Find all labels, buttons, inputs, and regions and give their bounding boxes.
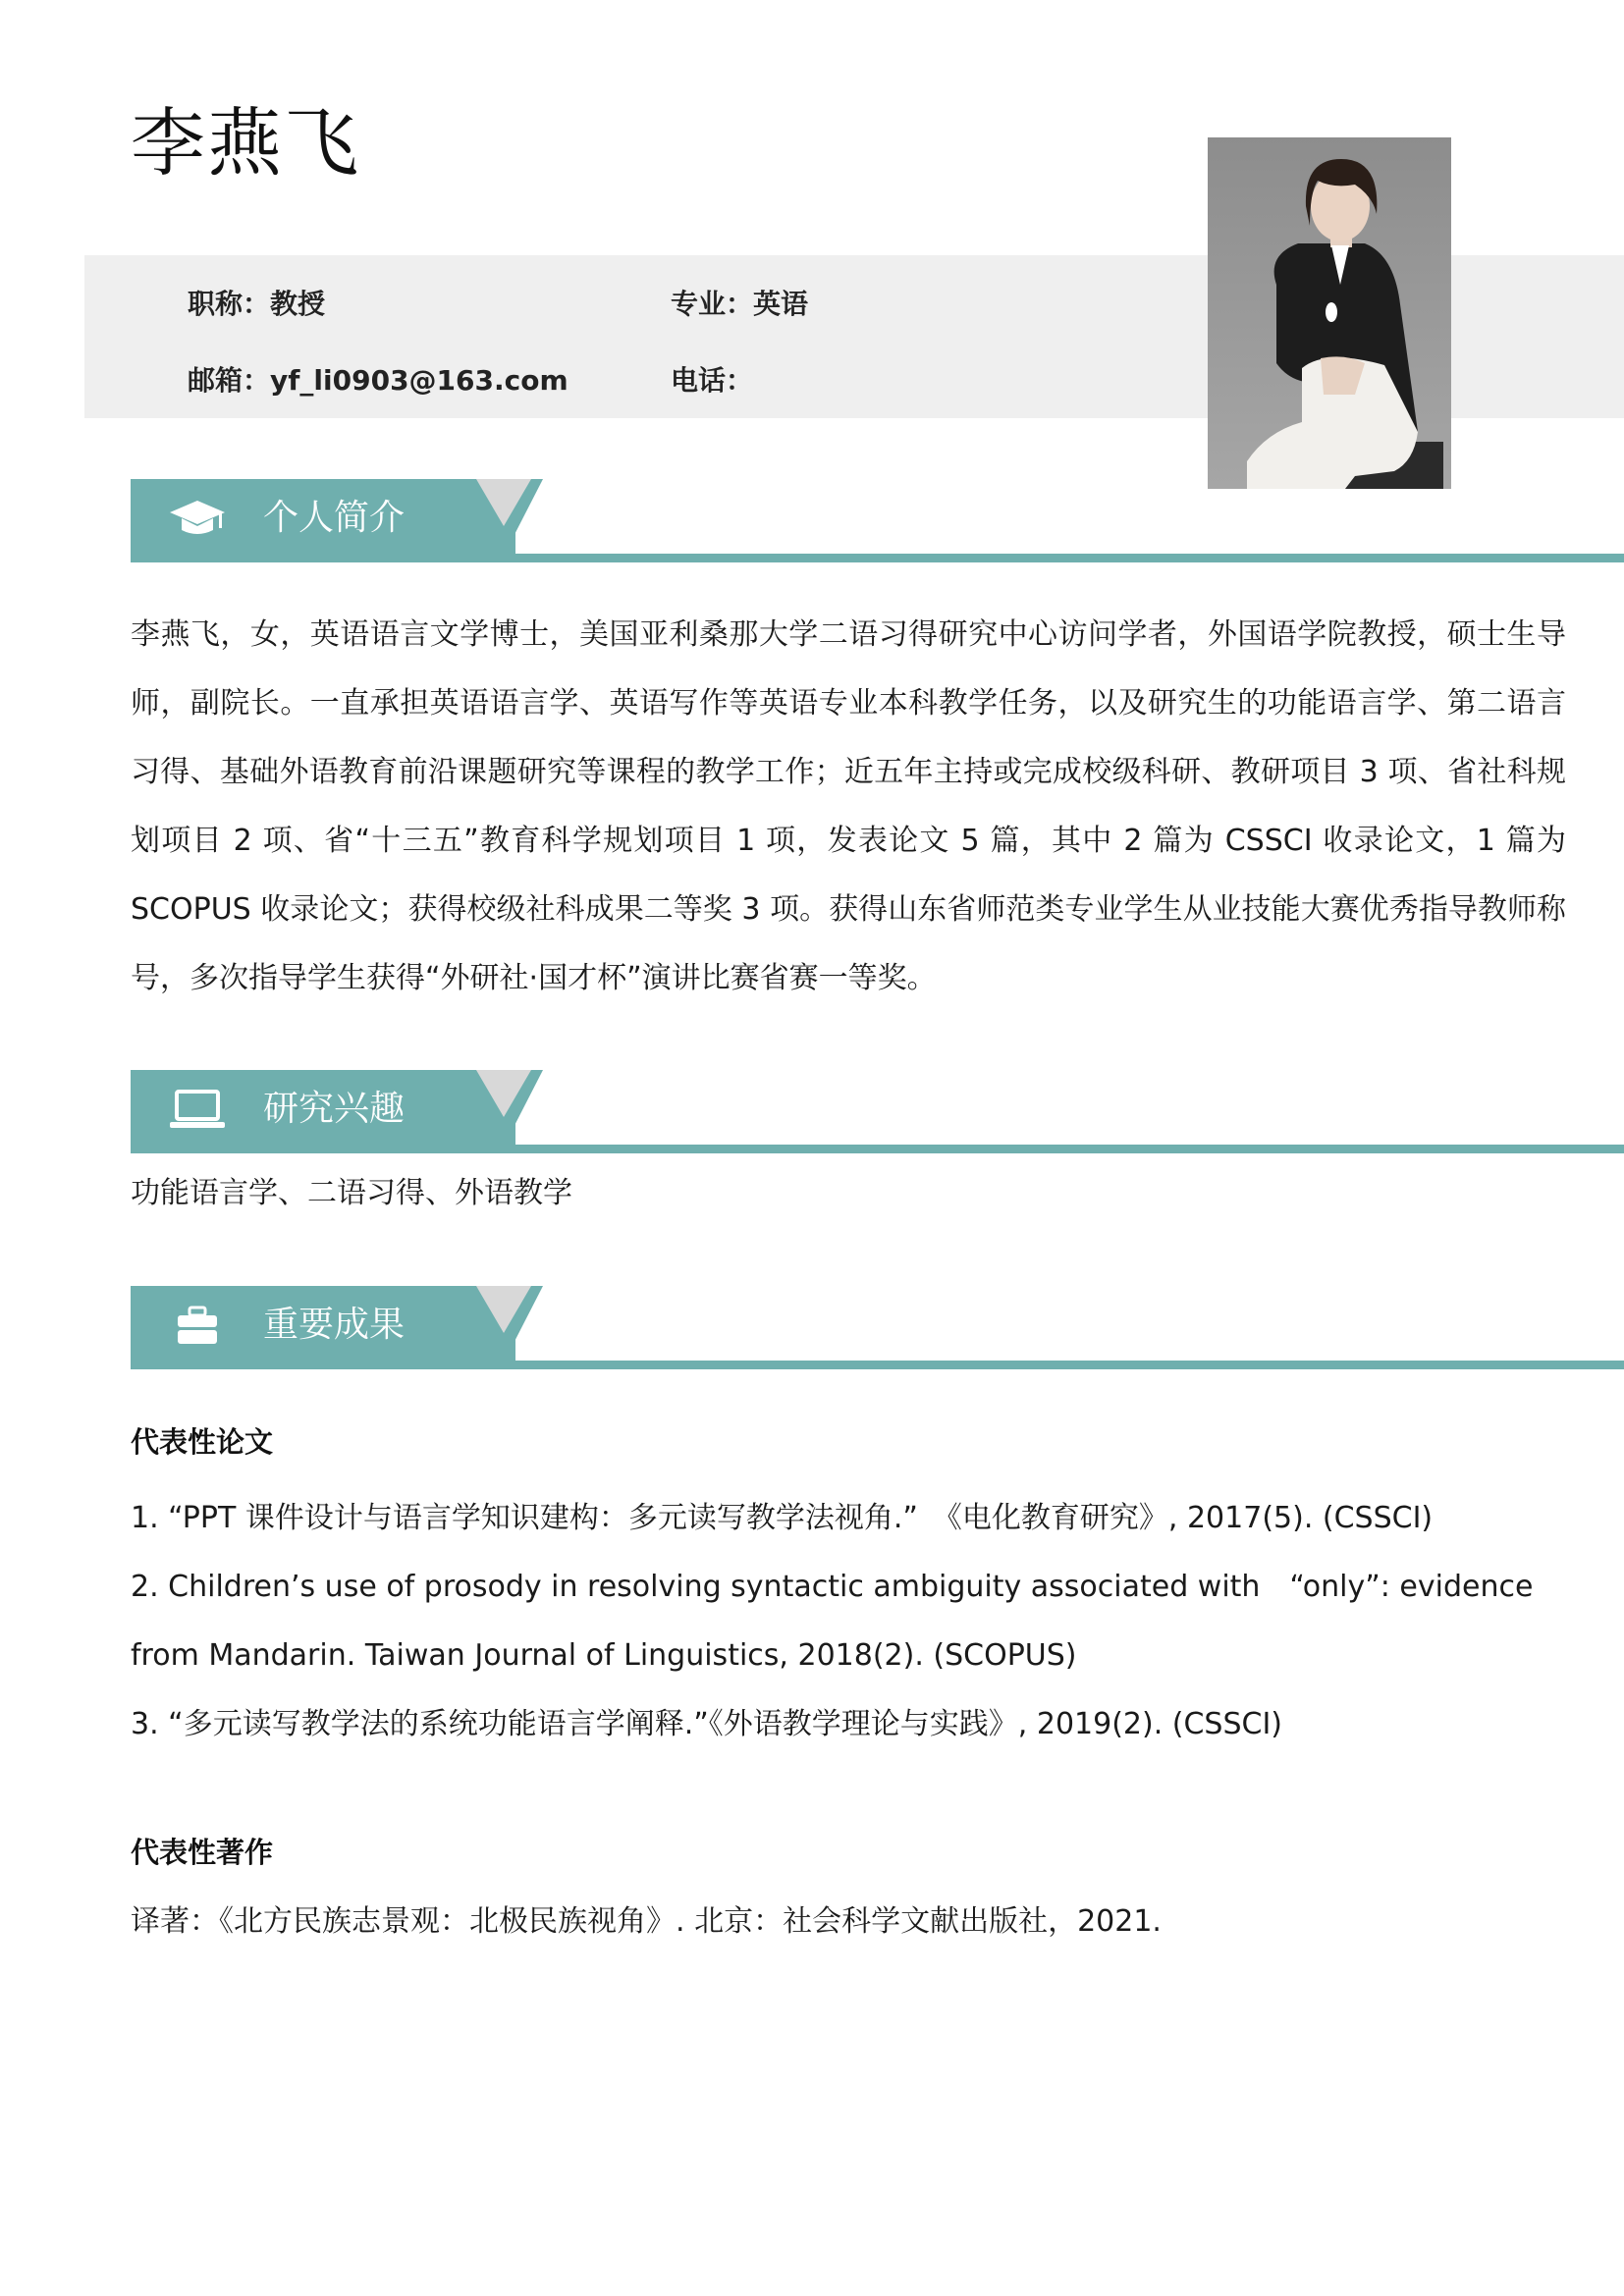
papers-heading: 代表性论文 — [131, 1425, 274, 1459]
interests-section-title: 研究兴趣 — [263, 1089, 406, 1129]
interests-section-header — [131, 1070, 1624, 1154]
paper-item: 1. “PPT 课件设计与语言学知识建构：多元读写教学法视角.” 《电化教育研究》, 2017(5). (CSSCI) — [131, 1501, 1434, 1535]
profile-section-header — [131, 479, 1624, 563]
laptop-icon — [168, 1088, 227, 1131]
section-triangle-decor — [476, 1070, 531, 1117]
profile-photo — [1208, 137, 1451, 489]
section-triangle-decor — [476, 479, 531, 526]
briefcase-icon — [168, 1304, 227, 1347]
profile-text: 李燕飞，女，英语语言文学博士，美国亚利桑那大学二语习得研究中心访问学者，外国语学院教授，硕士生导师，副院长。一直承担英语语言学、英语写作等英语专业本科教学任务，以及研究生的功能语言学、第二语言习得、基础外语教育前沿课题研究等课程的教学工作；近五年主持或完成校级科研、教研项目 3 项、省社科规划项目 2 项、省“十三五”教育科学规划项目 1 项，发表论文 5 篇，其中 2 篇为 CSSCI 收录论文，1 篇为 SCOPUS 收录论文；获得校级社科成果二等奖 3 项。获得山东省师范类专业学生从业技能大赛优秀指导教师称号，多次指导学生获得“外研社·国才杯”演讲比赛省赛一等奖。 — [131, 617, 1566, 995]
papers-list — [131, 1484, 1566, 1759]
interests-text: 功能语言学、二语习得、外语教学 — [131, 1176, 572, 1210]
graduation-cap-icon — [168, 497, 227, 540]
section-triangle-decor — [476, 1286, 531, 1333]
profile-section-title: 个人简介 — [263, 498, 406, 538]
paper-item: 3. “多元读写教学法的系统功能语言学阐释.”《外语教学理论与实践》, 2019(2). (CSSCI) — [131, 1707, 1283, 1741]
email-info: 邮箱：yf_li0903@163.com — [188, 364, 568, 397]
phone-info: 电话： — [671, 364, 754, 397]
achievements-section-title: 重要成果 — [263, 1305, 406, 1345]
major-info: 专业：英语 — [671, 288, 809, 320]
book-item: 译著：《北方民族志景观：北极民族视角》. 北京：社会科学文献出版社，2021. — [131, 1904, 1162, 1939]
title-info: 职称：教授 — [188, 288, 326, 320]
person-name: 李燕飞 — [131, 99, 360, 187]
achievements-section-header — [131, 1286, 1624, 1370]
paper-item: 2. Children’s use of prosody in resolving syntactic ambiguity associated with “only”: evidence from Mandarin. Taiwan Journal of Linguistics, 2018(2). (SCOPUS) — [131, 1570, 1534, 1673]
books-heading: 代表性著作 — [131, 1836, 274, 1869]
